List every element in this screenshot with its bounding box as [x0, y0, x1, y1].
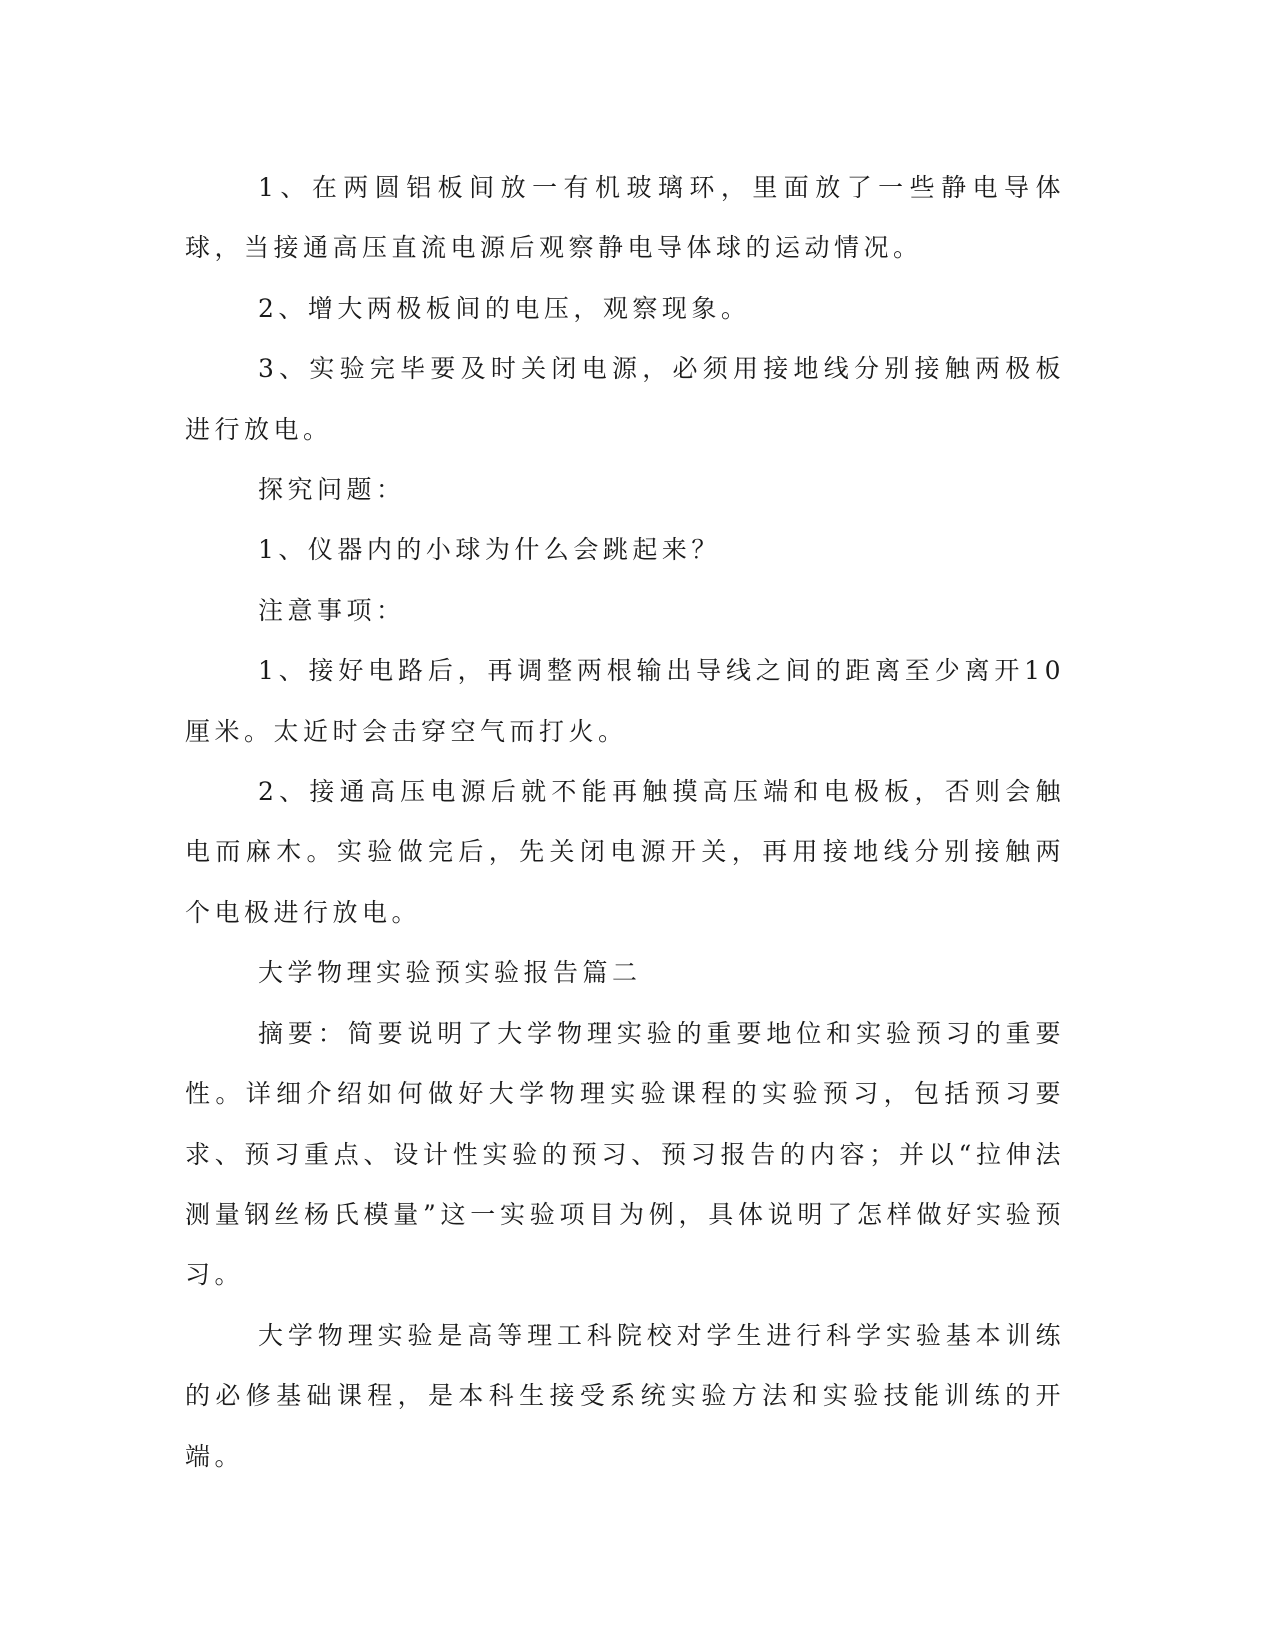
document-page — [185, 158, 1065, 1487]
heading-precautions: 注意事项： — [258, 595, 406, 625]
paragraph-abstract: 摘要：简要说明了大学物理实验的重要地位和实验预习的重要性。详细介绍如何做好大学物理实验课程的实验预习，包括预习要求、预习重点、设计性实验的预习、预习报告的内容；并以“拉伸法测量钢丝杨氏模量”这一实验项目为例，具体说明了怎样做好实验预习。 — [185, 1018, 1065, 1290]
paragraph-question-1: 1、仪器内的小球为什么会跳起来？ — [258, 535, 721, 565]
paragraph-step-3: 3、实验完毕要及时关闭电源，必须用接地线分别接触两极板进行放电。 — [185, 354, 1065, 444]
heading-inquiry-questions: 探究问题： — [258, 475, 406, 505]
paragraph-precaution-1: 1、接好电路后，再调整两根输出导线之间的距离至少离开10厘米。太近时会击穿空气而打火。 — [185, 656, 1065, 746]
paragraph-precaution-2: 2、接通高压电源后就不能再触摸高压端和电极板，否则会触电而麻木。实验做完后，先关闭电源开关，再用接地线分别接触两个电极进行放电。 — [185, 777, 1065, 927]
paragraph-step-2: 2、增大两极板间的电压，观察现象。 — [258, 293, 751, 323]
paragraph-intro: 大学物理实验是高等理工科院校对学生进行科学实验基本训练的必修基础课程，是本科生接受系统实验方法和实验技能训练的开端。 — [185, 1320, 1065, 1471]
section-title: 大学物理实验预实验报告篇二 — [258, 958, 642, 988]
paragraph-step-1: 1、在两圆铝板间放一有机玻璃环，里面放了一些静电导体球，当接通高压直流电源后观察静电导体球的运动情况。 — [185, 173, 1065, 263]
